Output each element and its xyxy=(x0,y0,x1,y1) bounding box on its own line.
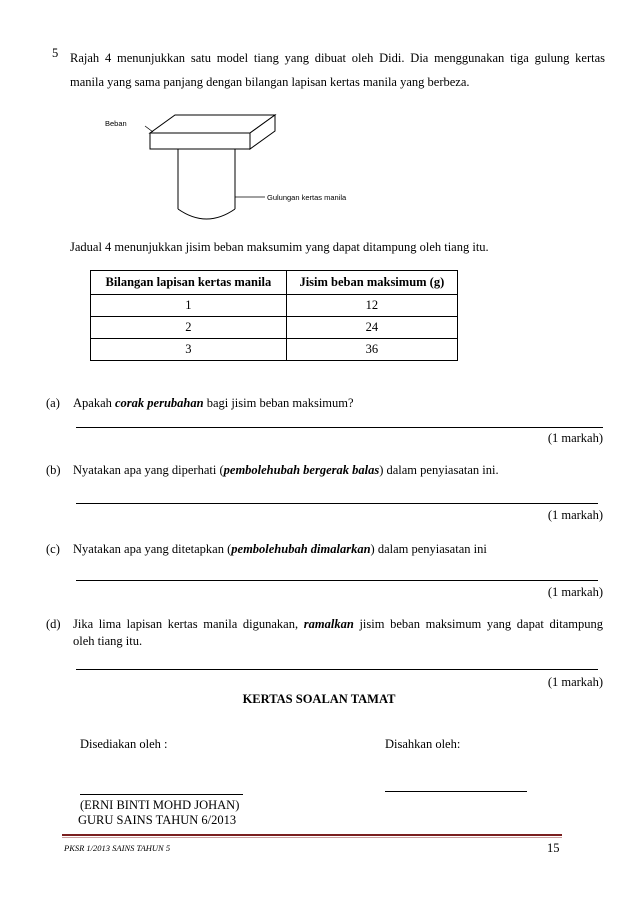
footer-title: PKSR 1/2013 SAINS TAHUN 5 xyxy=(64,843,171,853)
part-b-text: ) dalam penyiasatan ini. xyxy=(379,463,499,477)
part-c-question xyxy=(73,542,487,557)
part-d-text: Jika lima lapisan kertas manila digunakan, xyxy=(73,617,304,631)
teacher-role: GURU SAINS TAHUN 6/2013 xyxy=(78,813,237,827)
end-title: KERTAS SOALAN TAMAT xyxy=(242,692,396,706)
part-b-text: Nyatakan apa yang diperhati ( xyxy=(73,463,224,477)
load-box-front xyxy=(150,133,250,149)
part-a-text: bagi jisim beban maksimum? xyxy=(203,396,354,410)
table-cell: 1 xyxy=(91,295,287,317)
table-intro: Jadual 4 menunjukkan jisim beban maksumim yang dapat ditampung oleh tiang itu. xyxy=(70,240,489,254)
table-header: Jisim beban maksimum (g) xyxy=(286,271,457,295)
intro-line-2: manila yang sama panjang dengan bilangan lapisan kertas manila yang berbeza. xyxy=(70,75,470,89)
table-cell: 36 xyxy=(286,339,457,361)
page-number: 15 xyxy=(547,841,560,855)
answer-line-a[interactable] xyxy=(76,427,603,428)
question-number: 5 xyxy=(52,46,59,60)
part-b-label: (b) xyxy=(46,463,61,477)
answer-line-d[interactable] xyxy=(76,669,598,670)
question-intro xyxy=(70,46,605,94)
part-b-mark: (1 markah) xyxy=(547,508,603,522)
part-a-question xyxy=(73,396,354,411)
table-cell: 3 xyxy=(91,339,287,361)
answer-line-b[interactable] xyxy=(76,503,598,504)
table-cell: 12 xyxy=(286,295,457,317)
approved-signature-line[interactable] xyxy=(385,791,527,792)
part-a-emphasis: corak perubahan xyxy=(115,396,204,410)
part-d-mark: (1 markah) xyxy=(547,675,603,689)
prepared-label: Disediakan oleh : xyxy=(80,737,168,751)
intro-line-1: Rajah 4 menunjukkan satu model tiang yang dibuat oleh Didi. Dia menggunakan tiga gulung kertas xyxy=(70,51,605,65)
part-b-emphasis: pembolehubah bergerak balas xyxy=(223,463,380,477)
table-row xyxy=(91,295,458,317)
prepared-signature-line[interactable] xyxy=(80,794,243,795)
column-model-diagram xyxy=(95,105,375,235)
table-header: Bilangan lapisan kertas manila xyxy=(91,271,287,295)
part-a-mark: (1 markah) xyxy=(547,431,603,445)
table-cell: 2 xyxy=(91,317,287,339)
part-a-label: (a) xyxy=(46,396,60,410)
cylinder-base xyxy=(178,209,235,219)
footer-rule xyxy=(62,834,562,836)
label-beban: Beban xyxy=(105,119,127,128)
part-c-text: Nyatakan apa yang ditetapkan ( xyxy=(73,542,232,556)
table-row xyxy=(91,339,458,361)
answer-line-c[interactable] xyxy=(76,580,598,581)
part-c-label: (c) xyxy=(46,542,60,556)
teacher-name: (ERNI BINTI MOHD JOHAN) xyxy=(80,798,240,812)
part-d-emphasis: ramalkan xyxy=(303,617,354,631)
part-c-emphasis: pembolehubah dimalarkan xyxy=(231,542,371,556)
part-a-text: Apakah xyxy=(73,396,115,410)
table-cell: 24 xyxy=(286,317,457,339)
part-d-text: jisim beban maksimum yang dapat ditampung xyxy=(353,617,603,631)
label-gulungan: Gulungan kertas manila xyxy=(267,193,347,202)
part-c-mark: (1 markah) xyxy=(547,585,603,599)
part-c-text: ) dalam penyiasatan ini xyxy=(370,542,487,556)
table-row xyxy=(91,317,458,339)
part-d-question xyxy=(73,617,603,632)
approved-label: Disahkan oleh: xyxy=(385,737,461,751)
data-table xyxy=(90,270,458,361)
table-header-row xyxy=(91,271,458,295)
footer-rule-thin xyxy=(62,837,562,838)
part-b-question xyxy=(73,463,499,478)
part-d-line2: oleh tiang itu. xyxy=(73,634,143,648)
part-d-label: (d) xyxy=(46,617,61,631)
